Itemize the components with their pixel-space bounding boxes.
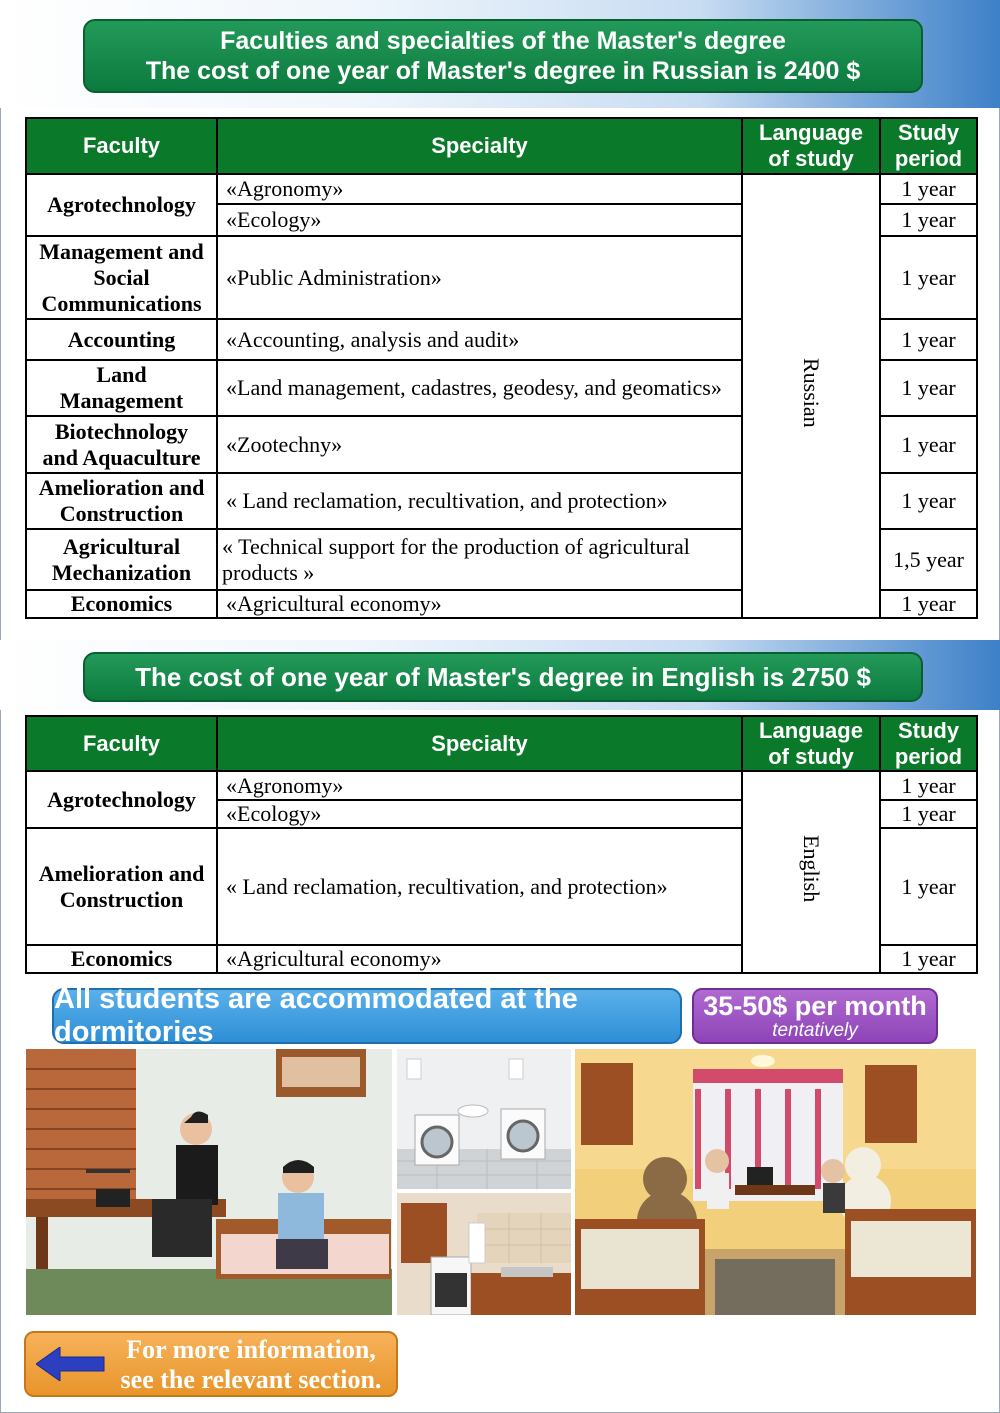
kitchen-photo xyxy=(396,1192,572,1316)
period-header: Study period xyxy=(880,716,977,771)
price-badge xyxy=(692,988,938,1044)
period-cell: 1 year xyxy=(880,236,977,319)
period-cell: 1 year xyxy=(880,771,977,800)
english-cost-title: The cost of one year of Master's degree in English is 2750 $ xyxy=(135,662,871,692)
language-header: Language of study xyxy=(742,118,880,174)
faculty-header: Faculty xyxy=(26,716,217,771)
language-value: Russian xyxy=(799,358,824,428)
specialty-cell: «Agricultural economy» xyxy=(217,590,742,618)
specialty-header: Specialty xyxy=(217,118,742,174)
girls-room-illustration xyxy=(575,1049,977,1316)
dormitory-banner: All students are accommodated at the dormitories xyxy=(52,988,682,1044)
specialty-cell: «Agronomy» xyxy=(217,174,742,204)
period-cell: 1 year xyxy=(880,473,977,529)
table-row xyxy=(26,174,977,204)
period-header: Study period xyxy=(880,118,977,174)
arrow-left-icon xyxy=(36,1347,106,1381)
faculty-cell: Management and Social Communications xyxy=(26,236,217,319)
faculty-cell: Agrotechnology xyxy=(26,174,217,236)
period-cell: 1 year xyxy=(880,945,977,973)
language-header: Language of study xyxy=(742,716,880,771)
kitchen-illustration xyxy=(397,1193,572,1316)
language-value: English xyxy=(799,835,824,903)
period-cell: 1 year xyxy=(880,416,977,473)
faculty-cell: Economics xyxy=(26,945,217,973)
faculty-cell: Land Management xyxy=(26,360,217,416)
page-title: Faculties and specialties of the Master's degree xyxy=(220,27,786,55)
period-cell: 1 year xyxy=(880,174,977,204)
period-cell: 1 year xyxy=(880,590,977,618)
specialty-cell: «Agronomy» xyxy=(217,771,742,800)
period-cell: 1 year xyxy=(880,828,977,945)
table-header-row xyxy=(26,716,977,771)
price-note: tentatively xyxy=(772,1020,858,1041)
more-info-text[interactable] xyxy=(106,1335,396,1395)
specialty-cell: « Land reclamation, recultivation, and protection» xyxy=(217,828,742,945)
period-cell: 1 year xyxy=(880,319,977,360)
faculty-cell: Amelioration and Construction xyxy=(26,828,217,945)
price-text: 35-50$ per month xyxy=(703,991,927,1021)
specialty-cell: «Ecology» xyxy=(217,204,742,236)
specialty-cell: « Technical support for the production of agricultural products » xyxy=(217,529,742,590)
english-cost-banner xyxy=(83,652,923,702)
more-info-line2: see the relevant section. xyxy=(120,1365,382,1394)
specialty-cell: «Zootechny» xyxy=(217,416,742,473)
specialty-cell: «Public Administration» xyxy=(217,236,742,319)
dorm-room-photo xyxy=(25,1048,393,1316)
specialty-cell: «Land management, cadastres, geodesy, and geomatics» xyxy=(217,360,742,416)
period-cell: 1 year xyxy=(880,204,977,236)
laundry-photo xyxy=(396,1048,572,1190)
faculty-cell: Amelioration and Construction xyxy=(26,473,217,529)
period-cell: 1 year xyxy=(880,800,977,828)
russian-table xyxy=(25,117,978,619)
specialty-cell: «Agricultural economy» xyxy=(217,945,742,973)
english-table xyxy=(25,715,978,974)
russian-cost-banner xyxy=(83,19,923,93)
table-row xyxy=(26,771,977,800)
laundry-illustration xyxy=(397,1049,572,1190)
specialty-header: Specialty xyxy=(217,716,742,771)
period-cell: 1,5 year xyxy=(880,529,977,590)
faculty-cell: Agrotechnology xyxy=(26,771,217,828)
more-info-line1: For more information, xyxy=(126,1335,376,1364)
specialty-cell: « Land reclamation, recultivation, and protection» xyxy=(217,473,742,529)
girls-room-photo xyxy=(574,1048,977,1316)
faculty-cell: Economics xyxy=(26,590,217,618)
language-cell xyxy=(742,174,880,618)
dorm-room-illustration xyxy=(26,1049,393,1316)
faculty-header: Faculty xyxy=(26,118,217,174)
period-cell: 1 year xyxy=(880,360,977,416)
faculty-cell: Biotechnology and Aquaculture xyxy=(26,416,217,473)
language-cell xyxy=(742,771,880,973)
table-header-row xyxy=(26,118,977,174)
specialty-cell: «Ecology» xyxy=(217,800,742,828)
russian-cost-title: The cost of one year of Master's degree in Russian is 2400 $ xyxy=(145,57,861,85)
faculty-cell: Agricultural Mechanization xyxy=(26,529,217,590)
faculty-cell: Accounting xyxy=(26,319,217,360)
specialty-cell: «Accounting, analysis and audit» xyxy=(217,319,742,360)
more-info-box[interactable] xyxy=(24,1331,398,1397)
